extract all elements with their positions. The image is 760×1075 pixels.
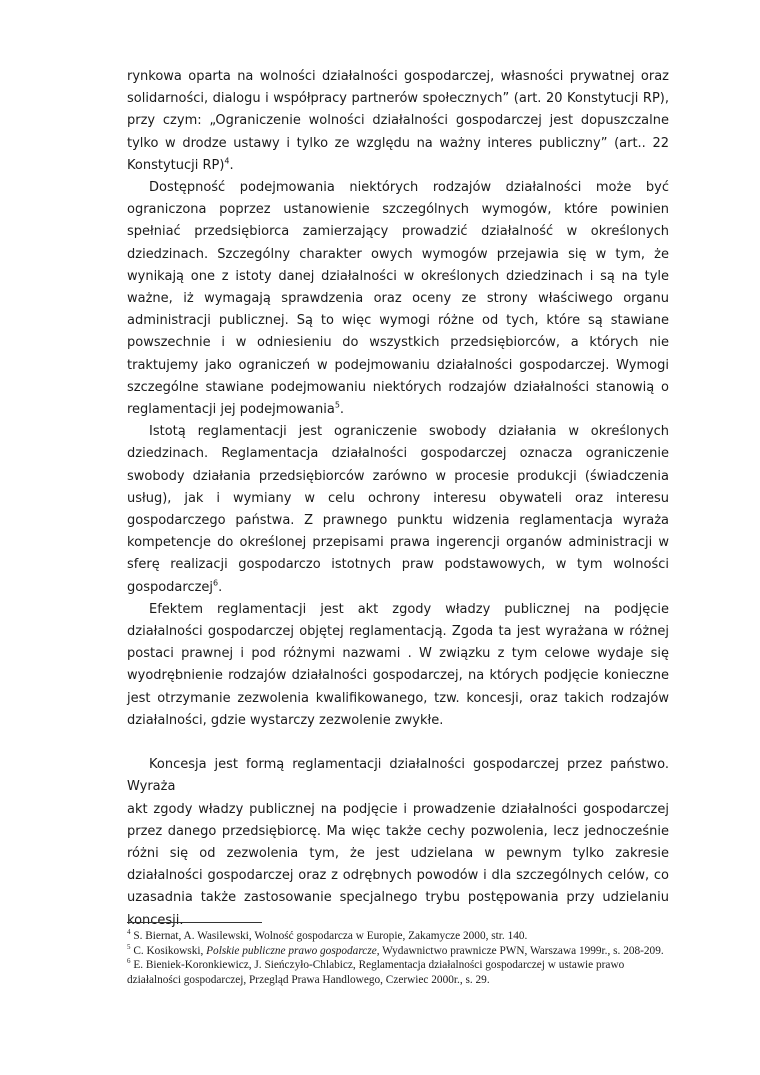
paragraph-5-first-line: Koncesja jest formą reglamentacji działalności gospodarczej przez państwo. Wyraża: [127, 757, 669, 795]
paragraph-3: Istotą reglamentacji jest ograniczenie swobody działania w określonych dziedzinach. Reglamentacja działalności gospodarczej oznacza ograniczenie swobody działania przedsiębiorców zarówno w procesie produkcji (świadczenia usług), jak i wymiany w celu ochrony interesu obywateli oraz interesu gospodarczego państwa. Z prawnego punktu widzenia reglamentacja wyraża kompetencje do określonej przepisami prawa ingerencji organów administracji w sferę realizacji gospodarczo istotnych praw podstawowych, w tym wolności gospodarczej$^6$.: [127, 424, 669, 595]
footnote-5: $^5$ C. Kosikowski, Polskie publiczne prawo gospodarcze, Wydawnictwo prawnicze PWN, Warszawa 1999r., s. 208-209.: [127, 942, 664, 957]
paragraph-2: Dostępność podejmowania niektórych rodzajów działalności może być ograniczona poprzez ustanowienie szczególnych wymogów, które powinien spełniać przedsiębiorca zamierzający prowadzić działalność w określonych dziedzinach. Szczególny charakter owych wymogów przejawia się w tym, że wynikają one z istoty danej działalności w określonych dziedzinach i są na tyle ważne, iż wymagają sprawdzenia oraz oceny ze strony właściwego organu administracji publicznej. Są to więc wymogi różne od tych, które są stawiane powszechnie i w odniesieniu do wszystkich przedsiębiorców, a których nie traktujemy jako ograniczeń w podejmowaniu działalności gospodarczej. Wymogi szczególne stawiane podejmowaniu niektórych rodzajów działalności stanowią o reglamentacji jej podejmowania$^5$.: [127, 180, 669, 418]
footnotes: [127, 922, 669, 987]
document-body: [127, 66, 669, 932]
footnote-ref-6[interactable]: 6: [213, 578, 219, 588]
footnote-6: $^6$ E. Bieniek-Koronkiewicz, J. Sieńczyło-Chlabicz, Reglamentacja działalności gospodarczej w ustawie prawo działalności gospodarczej, Przegląd Prawa Handlowego, Czerwiec 2000r., s. 29.: [127, 957, 625, 986]
footnote-separator: [127, 922, 262, 923]
paragraph-4: Efektem reglamentacji jest akt zgody władzy publicznej na podjęcie działalności gospodarczej objętej reglamentacją. Zgoda ta jest wyrażana w różnej postaci prawnej i pod różnymi nazwami . W związku z tym celowe wydaje się wyodrębnienie rodzajów działalności gospodarczej, na których podjęcie konieczne jest otrzymanie zezwolenia kwalifikowanego, tzw. koncesji, oraz takich rodzajów działalności, gdzie wystarczy zezwolenie zwykłe.: [127, 601, 669, 728]
footnote-ref-4[interactable]: 4: [224, 156, 230, 166]
footnote-ref-5[interactable]: 5: [334, 400, 340, 410]
blank-line: [127, 732, 669, 754]
footnote-4: $^4$ S. Biernat, A. Wasilewski, Wolność gospodarcza w Europie, Zakamycze 2000, str. 140.: [127, 928, 528, 942]
paragraph-5-continuation: akt zgody władzy publicznej na podjęcie i prowadzenie działalności gospodarczej przez danego przedsiębiorcę. Ma więc także cechy pozwolenia, lecz jednocześnie różni się od zezwolenia tym, że jest udzielana w pewnym tylko zakresie działalności gospodarczej oraz z odrębnych powodów i dla szczególnych celów, co uzasadnia także zastosowanie specjalnego trybu postępowania przy udzielaniu koncesji.: [127, 801, 669, 928]
paragraph-1: rynkowa oparta na wolności działalności gospodarczej, własności prywatnej oraz solidarności, dialogu i współpracy partnerów społecznych” (art. 20 Konstytucji RP), przy czym: „Ograniczenie wolności działalności gospodarczej jest dopuszczalne tylko w drodze ustawy i tylko ze względu na ważny interes publiczny” (art.. 22 Konstytucji RP)$^4$.: [127, 69, 669, 173]
